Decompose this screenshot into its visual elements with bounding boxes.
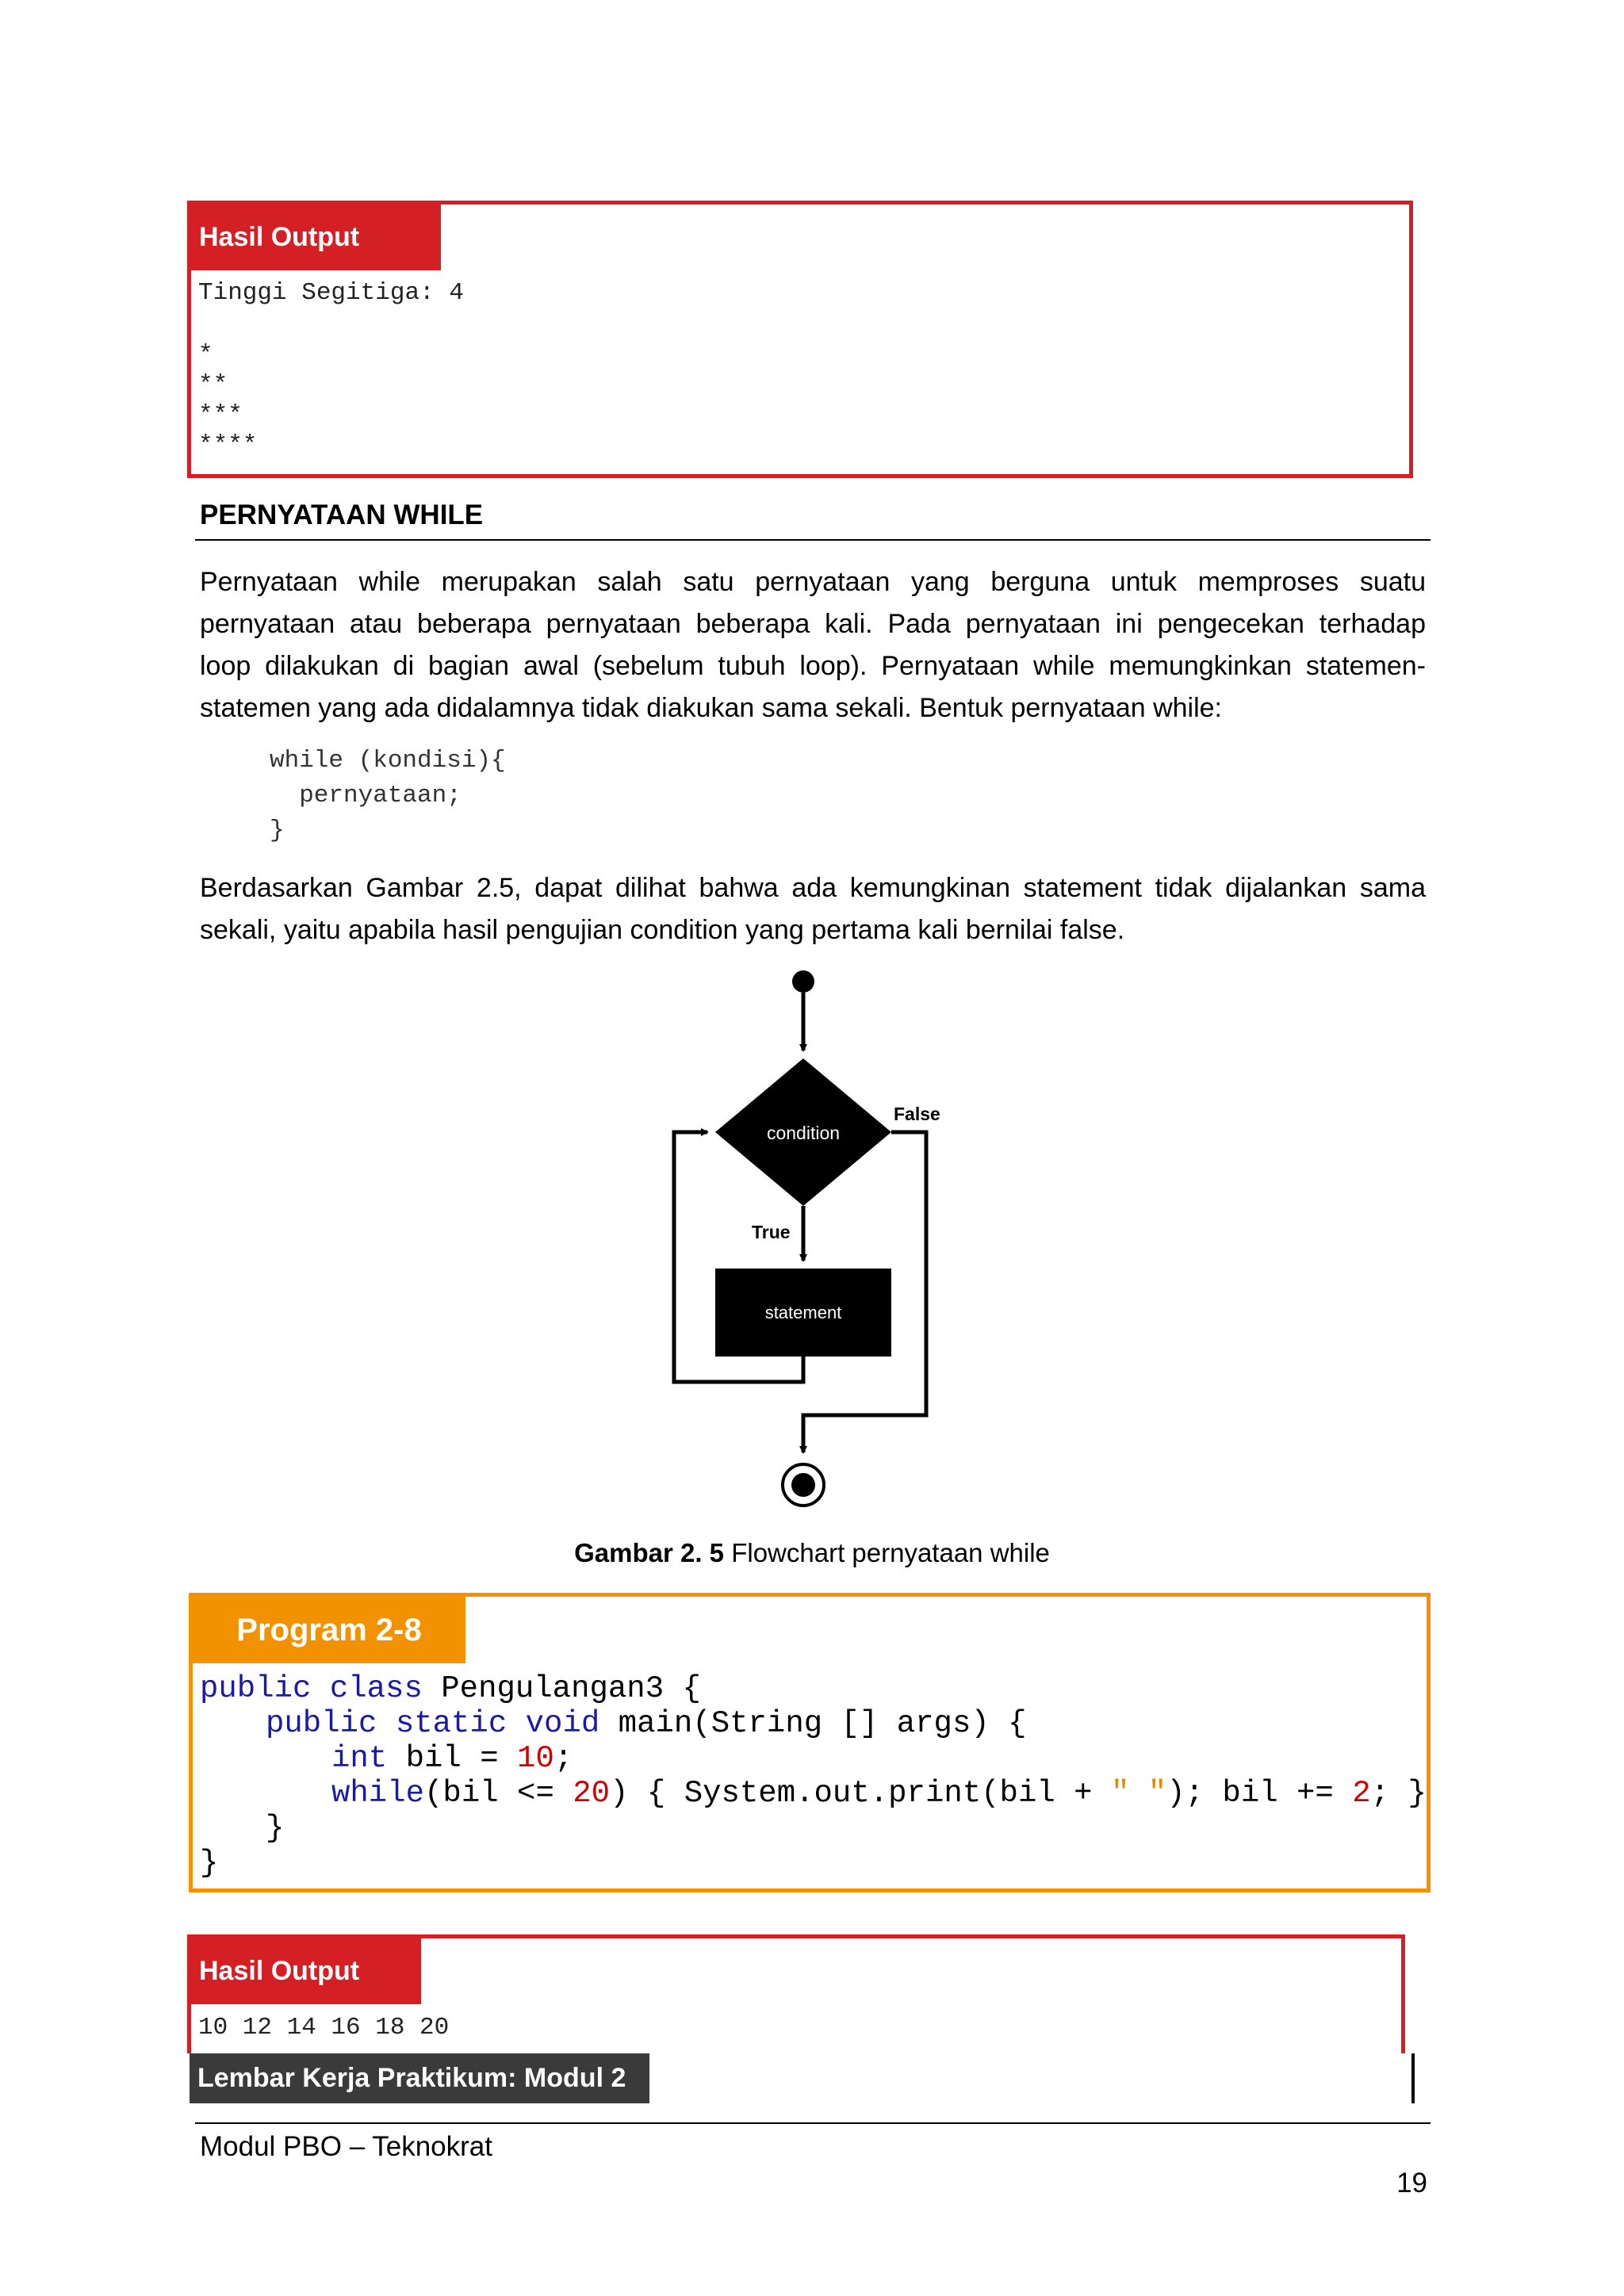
output-line: 10 12 14 16 18 20 — [198, 2014, 450, 2042]
true-label: True — [752, 1222, 791, 1242]
output-line: * — [198, 341, 213, 369]
paragraph-line: loop dilakukan di bagian awal (sebelum tubuh loop). Pernyataan while memungkinkan statemen- — [200, 651, 1426, 681]
paragraph-line: sekali, yaitu apabila hasil pengujian condition yang pertama kali bernilai false. — [200, 915, 1125, 945]
output-header-2: Hasil Output — [191, 1938, 421, 2004]
syntax-line: } — [270, 817, 285, 844]
caption-bold: Gambar 2. 5 — [574, 1538, 725, 1567]
paragraph-line: Pernyataan while merupakan salah satu pernyataan yang berguna untuk memproses suatu — [200, 567, 1426, 597]
code-line: while(bil <= 20) { System.out.print(bil + " "); bil += 2; } — [331, 1776, 1427, 1811]
code-line: } — [200, 1846, 219, 1881]
program-header: Program 2-8 — [193, 1597, 465, 1663]
footer-divider — [195, 2122, 1431, 2124]
page-number: 19 — [1396, 2168, 1427, 2198]
false-label: False — [894, 1104, 940, 1124]
statement-label: statement — [764, 1303, 842, 1322]
paragraph-line: pernyataan atau beberapa pernyataan beberapa kali. Pada pernyataan ini pengecekan terhadap — [200, 609, 1426, 639]
output-line: ** — [198, 371, 228, 399]
footer-module-title: Modul PBO – Teknokrat — [200, 2131, 492, 2162]
code-line: public class Pengulangan3 { — [200, 1671, 701, 1706]
output-line: **** — [198, 431, 258, 459]
section-title: PERNYATAAN WHILE — [200, 499, 484, 530]
syntax-line: while (kondisi){ — [270, 747, 506, 775]
paragraph-line: statemen yang ada didalamnya tidak diakukan sama sekali. Bentuk pernyataan while: — [200, 693, 1222, 723]
worksheet-badge: Lembar Kerja Praktikum: Modul 2 — [190, 2053, 649, 2103]
code-line: public static void main(String [] args) { — [266, 1706, 1027, 1741]
output-line: *** — [198, 401, 243, 429]
code-line: int bil = 10; — [331, 1741, 573, 1776]
output-line: Tinggi Segitiga: 4 — [198, 279, 464, 307]
syntax-line: pernyataan; — [270, 782, 462, 809]
end-node — [791, 1473, 815, 1497]
start-node — [792, 970, 814, 993]
figure-caption — [0, 1538, 1624, 1568]
output-header-1: Hasil Output — [191, 205, 441, 270]
paragraph-line: Berdasarkan Gambar 2.5, dapat dilihat bahwa ada kemungkinan statement tidak dijalankan sama — [200, 873, 1426, 903]
badge-edge-mark — [1411, 2053, 1415, 2103]
code-line: } — [266, 1811, 285, 1846]
condition-label: condition — [766, 1123, 841, 1143]
caption-text: Flowchart pernyataan while — [724, 1538, 1050, 1567]
